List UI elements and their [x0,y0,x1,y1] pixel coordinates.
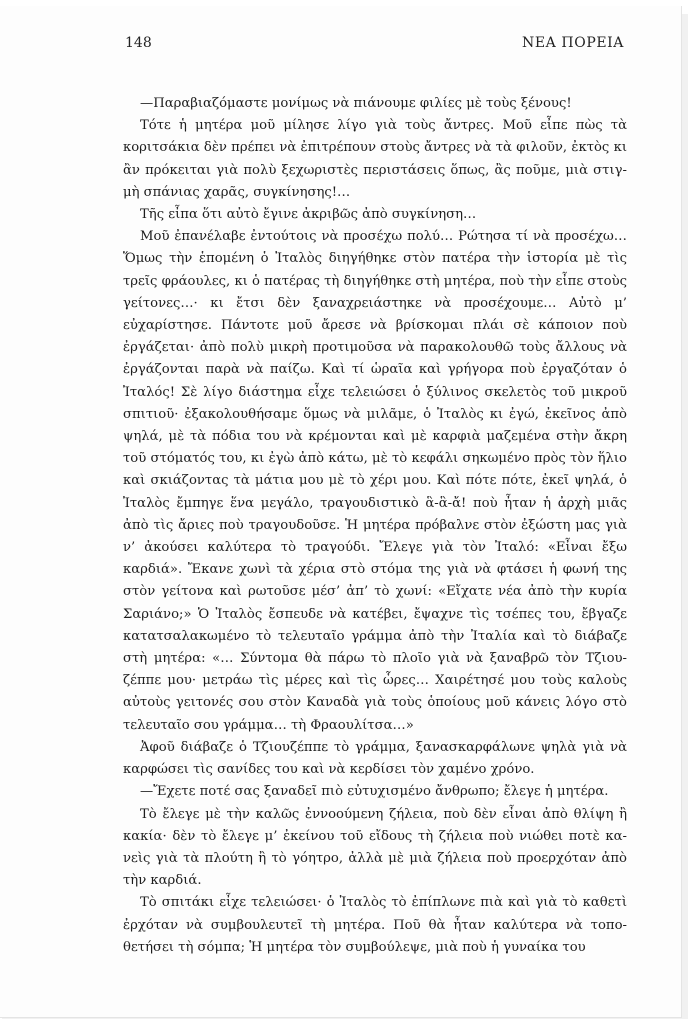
paragraph: —Ἔχετε ποτέ σας ξαναδεῖ πιὸ εὐτυχισμένο ἄνθρωπο; ἔλεγε ἡ μητέρα. [140,784,609,800]
page-header [125,35,624,57]
running-title: ΝΕΑ ΠΟΡΕΙΑ [522,35,624,51]
page-number: 148 [125,35,152,51]
paragraph: Τὸ σπιτάκι εἶχε τελειώσει· ὁ Ἰταλὸς τὸ ἐπίπλωνε πιὰ καὶ γιὰ τὸ καθετὶ ἐρχόταν νὰ συμβουλευτεῖ τὴ μητέρα. Ποῦ θὰ ἦταν καλύτερα νὰ τοποθετήσει τὴ σόμπα; Ἡ μητέρα τὸν συμβούλεψε, μιὰ ποὺ ἡ γυναίκα του [123,895,627,955]
paragraph: Τότε ἡ μητέρα μοῦ μίλησε λίγο γιὰ τοὺς ἄντρες. Μοῦ εἶπε πὼς τὰ κοριτσάκια δὲν πρέπει νὰ ἐπιτρέπουν στοὺς ἄντρες νὰ τὰ φιλοῦν, ἐκτὸς κι ἂν πρόκειται γιὰ πολὺ ξεχωριστὲς περιστάσεις ὅπως, ἂς ποῦμε, μιὰ στιγμὴ σπάνιας χαρᾶς, συγκίνησης!… [123,118,627,200]
paragraph: Μοῦ ἐπανέλαβε ἐντούτοις νὰ προσέχω πολύ… Ρώτησα τί νὰ προσέχω… Ὅμως τὴν ἑπομένη ὁ Ἰταλὸς διηγήθηκε στὸν πατέρα τὴν ἱστορία μὲ τὶς τρεῖς φράουλες, κι ὁ πατέρας τὴ διηγήθηκε στὴ μητέρα, ποὺ τὴν εἶπε στοὺς γείτονες…· κι ἔτσι δὲν ξαναχρειάστηκε νὰ προσέχουμε… Αὐτὸ μ’ εὐχαρίστησε. Πάντοτε μοῦ ἄρεσε νὰ βρίσκομαι πλάι σὲ κάποιον ποὺ ἐργάζεται· ἀπὸ πολὺ μικρὴ προτιμοῦσα νὰ παρακολουθῶ τοὺς ἄλλους νὰ ἐργάζονται παρὰ νὰ παίζω. Καὶ τί ὡραῖα καὶ γρήγορα ποὺ ἐργαζόταν ὁ Ἰταλός! Σὲ λίγο διάστημα εἶχε τελειώσει ὁ ξύλινος σκελετὸς τοῦ μικροῦ σπιτιοῦ· ἐξακολουθήσαμε ὅμως νὰ μιλᾶμε, ὁ Ἰταλὸς κι ἐγώ, ἐκεῖνος ἀπὸ ψηλά, μὲ τὰ πόδια του νὰ κρέμονται καὶ μὲ καρφιὰ μαζεμένα στὴν ἄκρη τοῦ στόματός του, κι ἐγὼ ἀπὸ κάτω, μὲ τὸ κεφάλι σηκωμένο πρὸς τὸν ἥλιο καὶ σκιάζοντας τὰ μάτια μου μὲ τὸ χέρι μου. Καὶ πότε πότε, ἐκεῖ ψηλά, ὁ Ἰταλὸς ἔμπηγε ἕνα μεγάλο, τραγουδιστικὸ ἃ-ἃ-ἄ! ποὺ ἦταν ἡ ἀρχὴ μιᾶς ἀπὸ τὶς ἄριες ποὺ τραγουδοῦσε. Ἡ μητέρα πρόβαλνε στὸν ἐξώστη μας γιὰ ν’ ἀκούσει καλύτερα τὸ τραγούδι. Ἔλεγε γιὰ τὸν Ἰταλό: «Εἶναι ἔξω καρδιά». Ἔκανε χωνὶ τὰ χέρια στὸ στόμα της γιὰ νὰ φτάσει ἡ φωνή της στὸν γείτονα καὶ ρωτοῦσε μέσ’ ἀπ’ τὸ χωνί: «Εἴχατε νέα ἀπὸ τὴν κυρία Σαριάνο;» Ὁ Ἰταλὸς ἔσπευδε νὰ κατέβει, ἔψαχνε τὶς τσέπες του, ἔβγαζε κατατσαλακωμένο τὸ τελευταῖο γράμμα ἀπὸ τὴν Ἰταλία καὶ τὸ διάβαζε στὴ μητέρα: «… Σύντομα θὰ πάρω τὸ πλοῖο γιὰ νὰ ξαναβρῶ τὸν Τζιουζέππε μου· μετράω τὶς μέρες καὶ τὶς ὧρες… Χαιρέτησέ μου τοὺς καλοὺς αὐτοὺς γειτονές σου στὸν Καναδὰ γιὰ τοὺς ὁποίους μοῦ κάνεις λόγο στὸ τελευταῖο σου γράμμα… τὴ Φραουλίτσα…» [123,229,627,733]
paragraph: Ἀφοῦ διάβαζε ὁ Τζιουζέππε τὸ γράμμα, ξανασκαρφάλωνε ψηλὰ γιὰ νὰ καρφώσει τὶς σανίδες του καὶ νὰ κερδίσει τὸν χαμένο χρόνο. [123,739,627,778]
paragraph: Τὸ ἔλεγε μὲ τὴν καλῶς ἐννοούμενη ζήλεια, ποὺ δὲν εἶναι ἀπὸ θλίψη ἢ κακία· δὲν τὸ ἔλεγε μ’ ἐκείνου τοῦ εἴδους τὴ ζήλεια ποὺ νιώθει ποτὲ κανεὶς γιὰ τὰ πλούτη ἢ τὸ γόητρο, ἀλλὰ μὲ μιὰ ζήλεια ποὺ προερχόταν ἀπὸ τὴν καρδιά. [123,806,627,889]
body-text [123,93,627,959]
paragraph: —Παραβιαζόμαστε μονίμως νὰ πιάνουμε φιλίες μὲ τοὺς ξένους! [140,96,572,111]
paragraph: Τῆς εἶπα ὅτι αὐτὸ ἔγινε ἀκριβῶς ἀπὸ συγκίνηση… [140,207,477,223]
